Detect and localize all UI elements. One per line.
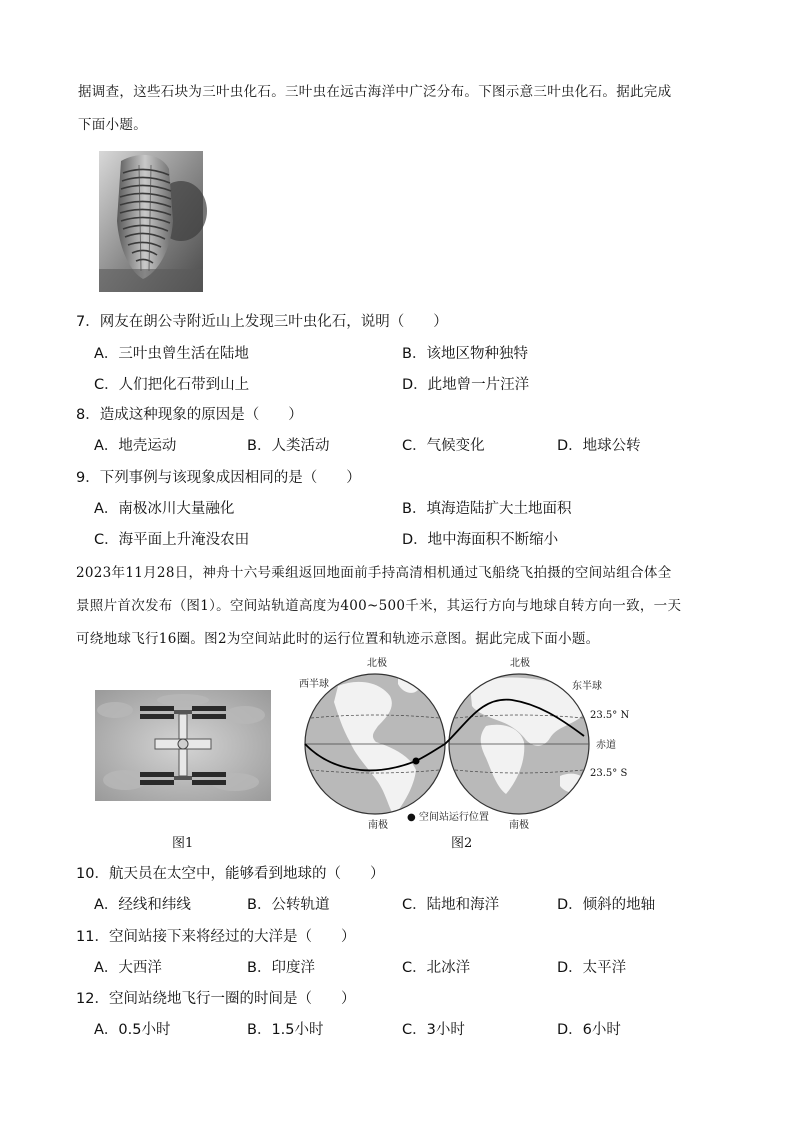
north-pole-label-east: 北极 <box>510 658 530 669</box>
question-7-option-b[interactable]: B．该地区物种独特 <box>402 346 528 362</box>
north-pole-label-west: 北极 <box>367 658 387 669</box>
question-12-option-c[interactable]: C．3小时 <box>402 1022 465 1038</box>
intro-2-line-1: 2023年11月28日，神舟十六号乘组返回地面前手持高清相机通过飞船绕飞拍摄的空间站组合体全 <box>76 565 672 581</box>
question-7-option-d[interactable]: D．此地曾一片汪洋 <box>402 377 530 393</box>
question-11-option-a[interactable]: A．大西洋 <box>94 960 162 976</box>
tropic-south-label: 23.5° S <box>590 768 628 779</box>
question-9-option-d[interactable]: D．地中海面积不断缩小 <box>402 532 559 548</box>
question-7-option-a[interactable]: A．三叶虫曾生活在陆地 <box>94 346 249 362</box>
east-hemisphere-label: 东半球 <box>572 681 602 692</box>
question-9-option-a[interactable]: A．南极冰川大量融化 <box>94 501 235 517</box>
hemispheres-orbit-map <box>298 656 630 831</box>
question-9-option-b[interactable]: B．填海造陆扩大土地面积 <box>402 501 572 517</box>
intro-1-line-2: 下面小题。 <box>78 117 147 133</box>
question-11-option-b[interactable]: B．印度洋 <box>247 960 315 976</box>
question-10-option-a[interactable]: A．经线和纬线 <box>94 897 191 913</box>
intro-1-line-1: 据调查，这些石块为三叶虫化石。三叶虫在远古海洋中广泛分布。下图示意三叶虫化石。据此完成 <box>78 84 672 100</box>
station-position-dot <box>413 758 420 765</box>
west-hemisphere-label: 西半球 <box>299 679 329 690</box>
figure-1-label: 图1 <box>172 836 194 851</box>
south-pole-label-west: 南极 <box>368 820 388 831</box>
intro-paragraph-1 <box>78 76 718 142</box>
intro-2-line-2: 景照片首次发布（图1）。空间站轨道高度为400~500千米，其运行方向与地球自转方向一致，一天 <box>76 598 682 614</box>
question-12-option-a[interactable]: A．0.5小时 <box>94 1022 171 1038</box>
equator-label: 赤道 <box>596 740 616 751</box>
question-8-option-c[interactable]: C．气候变化 <box>402 438 485 454</box>
question-10-option-c[interactable]: C．陆地和海洋 <box>402 897 500 913</box>
question-11-option-c[interactable]: C．北冰洋 <box>402 960 471 976</box>
question-12-option-d[interactable]: D．6小时 <box>557 1022 621 1038</box>
question-8-option-a[interactable]: A．地壳运动 <box>94 438 177 454</box>
question-8-option-d[interactable]: D．地球公转 <box>557 438 641 454</box>
figure-2-label: 图2 <box>451 836 473 851</box>
trilobite-fossil-image <box>99 151 203 292</box>
question-11-title: 11．空间站接下来将经过的大洋是（ ） <box>76 929 356 945</box>
question-10-option-b[interactable]: B．公转轨道 <box>247 897 330 913</box>
question-8-option-b[interactable]: B．人类活动 <box>247 438 330 454</box>
south-pole-label-east: 南极 <box>509 820 529 831</box>
space-station-photo <box>95 690 271 801</box>
question-9-title: 9．下列事例与该现象成因相同的是（ ） <box>76 470 361 486</box>
intro-2-line-3: 可绕地球飞行16圈。图2为空间站此时的运行位置和轨迹示意图。据此完成下面小题。 <box>76 631 600 647</box>
map-legend: ● 空间站运行位置 <box>407 812 489 823</box>
question-11-option-d[interactable]: D．太平洋 <box>557 960 627 976</box>
question-10-title: 10．航天员在太空中，能够看到地球的（ ） <box>76 866 385 882</box>
question-9-option-c[interactable]: C．海平面上升淹没农田 <box>94 532 250 548</box>
question-7-option-c[interactable]: C．人们把化石带到山上 <box>94 377 250 393</box>
question-8-title: 8．造成这种现象的原因是（ ） <box>76 407 303 423</box>
question-12-option-b[interactable]: B．1.5小时 <box>247 1022 324 1038</box>
question-10-option-d[interactable]: D．倾斜的地轴 <box>557 897 656 913</box>
tropic-north-label: 23.5° N <box>590 710 630 721</box>
question-12-title: 12．空间站绕地飞行一圈的时间是（ ） <box>76 991 356 1007</box>
intro-paragraph-2 <box>76 557 726 656</box>
question-7-title: 7．网友在朗公寺附近山上发现三叶虫化石，说明（ ） <box>76 314 448 330</box>
